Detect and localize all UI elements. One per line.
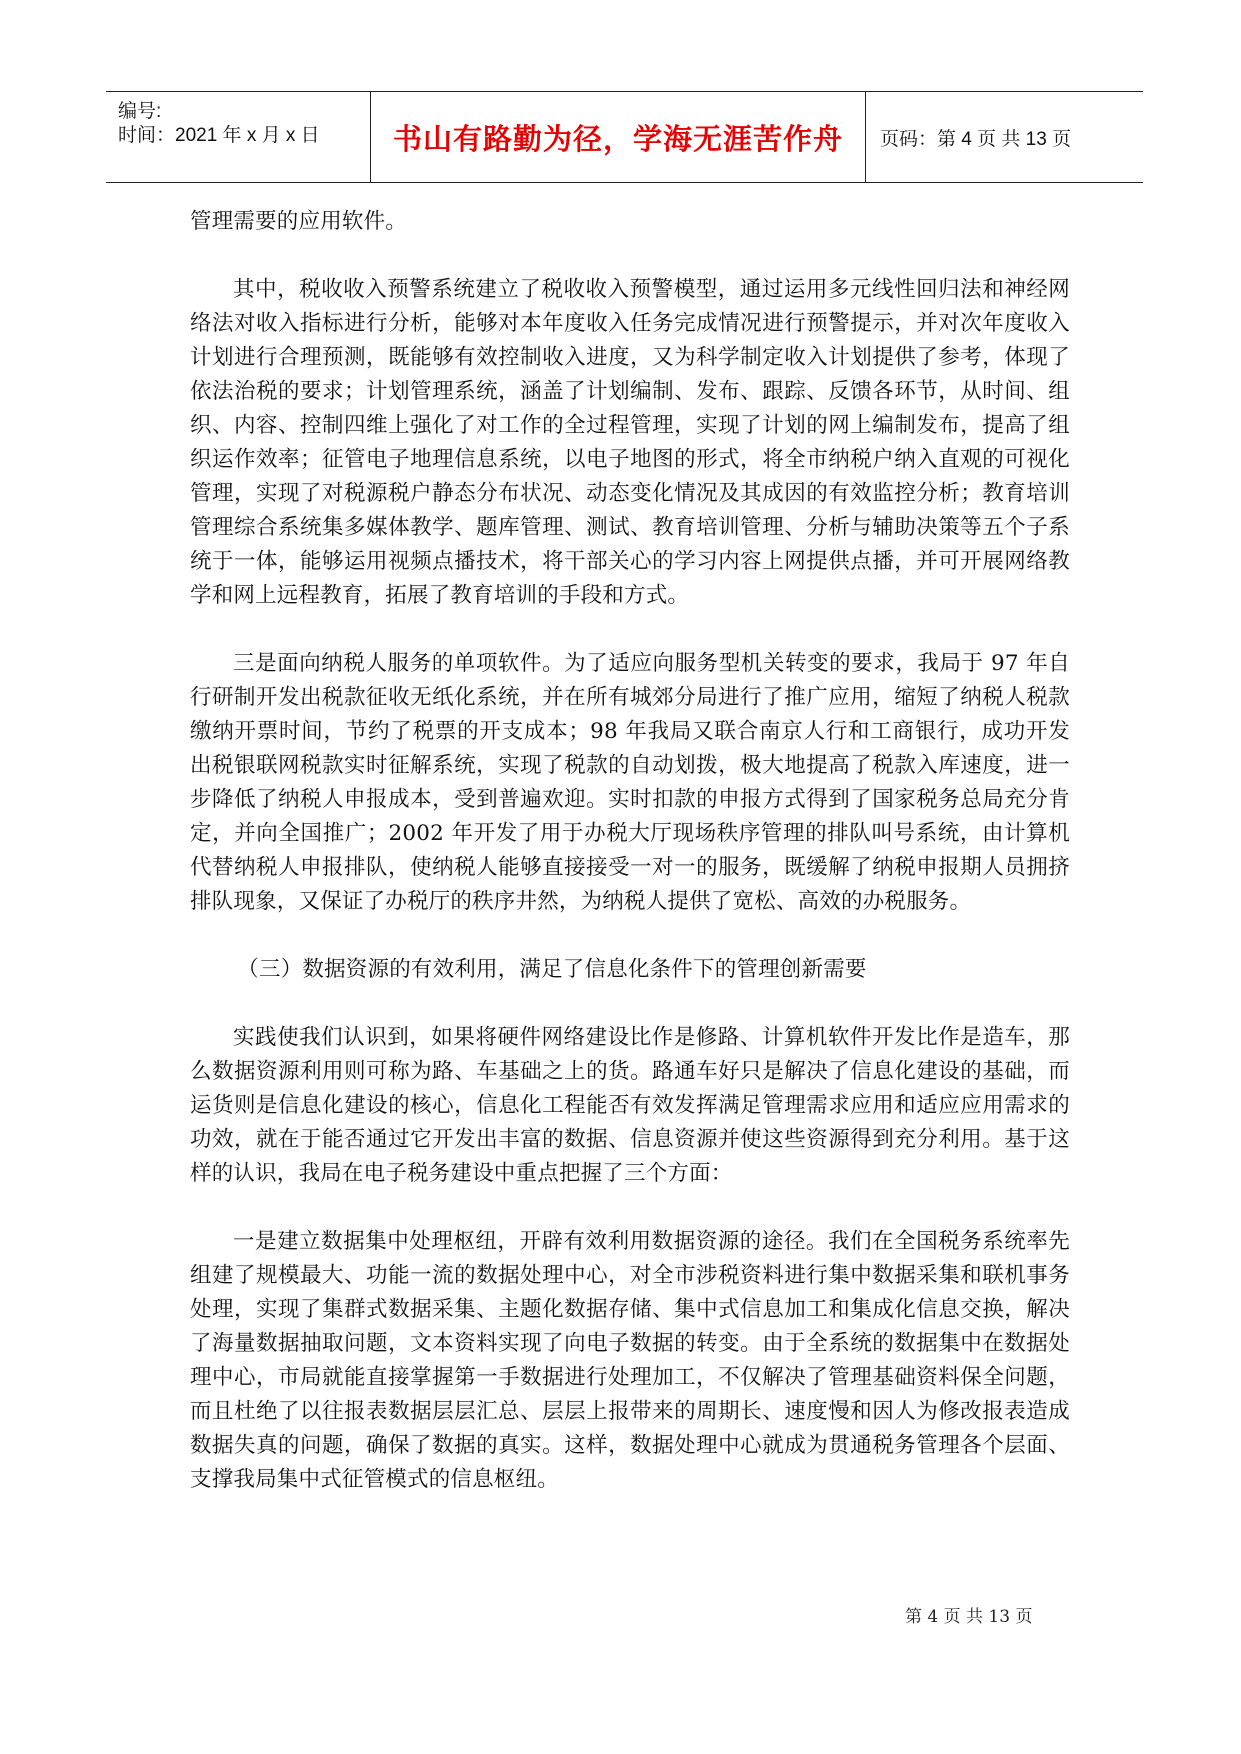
paragraph-continuation: 管理需要的应用软件。 xyxy=(190,209,408,234)
header-right-cell xyxy=(866,92,1143,182)
header-page-code: 页码：第 4 页 共 13 页 xyxy=(880,128,1072,150)
paragraph-systems: 其中，税收收入预警系统建立了税收收入预警模型，通过运用多元线性回归法和神经网络法对收入指标进行分析，能够对本年度收入任务完成情况进行预警提示，并对次年度收入计划进行合理预测，既能够有效控制收入进度，又为科学制定收入计划提供了参考，体现了依法治税的要求；计划管理系统，涵盖了计划编制、发布、跟踪、反馈各环节，从时间、组织、内容、控制四维上强化了对工作的全过程管理，实现了计划的网上编制发布，提高了组织运作效率；征管电子地理信息系统，以电子地图的形式，将全市纳税户纳入直观的可视化管理，实现了对税源税户静态分布状况、动态变化情况及其成因的有效监控分析；教育培训管理综合系统集多媒体教学、题库管理、测试、教育培训管理、分析与辅助决策等五个子系统于一体，能够运用视频点播技术，将干部关心的学习内容上网提供点播，并可开展网络教学和网上远程教育，拓展了教育培训的手段和方式。 xyxy=(190,277,1070,608)
section-heading: （三）数据资源的有效利用，满足了信息化条件下的管理创新需要 xyxy=(237,957,867,982)
paragraph-taxpayer-service: 三是面向纳税人服务的单项软件。为了适应向服务型机关转变的要求，我局于 97 年自行研制开发出税款征收无纸化系统，并在所有城郊分局进行了推广应用，缩短了纳税人税款缴纳开票时间，节约了税票的开支成本；98 年我局又联合南京人行和工商银行，成功开发出税银联网税款实时征解系统，实现了税款的自动划拨，极大地提高了税款入库速度，进一步降低了纳税人申报成本，受到普遍欢迎。实时扣款的申报方式得到了国家税务总局充分肯定，并向全国推广；2002 年开发了用于办税大厅现场秩序管理的排队叫号系统，由计算机代替纳税人申报排队，使纳税人能够直接接受一对一的服务，既缓解了纳税申报期人员拥挤排队现象，又保证了办税厅的秩序井然，为纳税人提供了宽松、高效的办税服务。 xyxy=(190,651,1070,914)
page-header xyxy=(106,91,1143,183)
page-footer: 第 4 页 共 13 页 xyxy=(905,1607,1033,1627)
document-number-label: 编号: xyxy=(118,101,162,122)
document-body xyxy=(190,205,1070,1531)
paragraph-data-center: 一是建立数据集中处理枢纽，开辟有效利用数据资源的途径。我们在全国税务系统率先组建了规模最大、功能一流的数据处理中心，对全市涉税资料进行集中数据采集和联机事务处理，实现了集群式数据采集、主题化数据存储、集中式信息加工和集成化信息交换，解决了海量数据抽取问题，文本资料实现了向电子数据的转变。由于全系统的数据集中在数据处理中心，市局就能直接掌握第一手数据进行处理加工，不仅解决了管理基础资料保全问题，而且杜绝了以往报表数据层层汇总、层层上报带来的周期长、速度慢和因人为修改报表造成数据失真的问题，确保了数据的真实。这样，数据处理中心就成为贯通税务管理各个层面、支撑我局集中式征管模式的信息枢纽。 xyxy=(190,1229,1070,1492)
header-middle-cell xyxy=(371,92,866,182)
document-time-label: 时间：2021 年 x 月 x 日 xyxy=(118,125,320,146)
header-left-cell xyxy=(106,92,371,182)
paragraph-data-resources: 实践使我们认识到，如果将硬件网络建设比作是修路、计算机软件开发比作是造车，那么数据资源利用则可称为路、车基础之上的货。路通车好只是解决了信息化建设的基础，而运货则是信息化建设的核心，信息化工程能否有效发挥满足管理需求应用和适应应用需求的功效，就在于能否通过它开发出丰富的数据、信息资源并使这些资源得到充分利用。基于这样的认识，我局在电子税务建设中重点把握了三个方面： xyxy=(190,1025,1070,1186)
header-motto: 书山有路勤为径，学海无涯苦作舟 xyxy=(392,121,843,156)
